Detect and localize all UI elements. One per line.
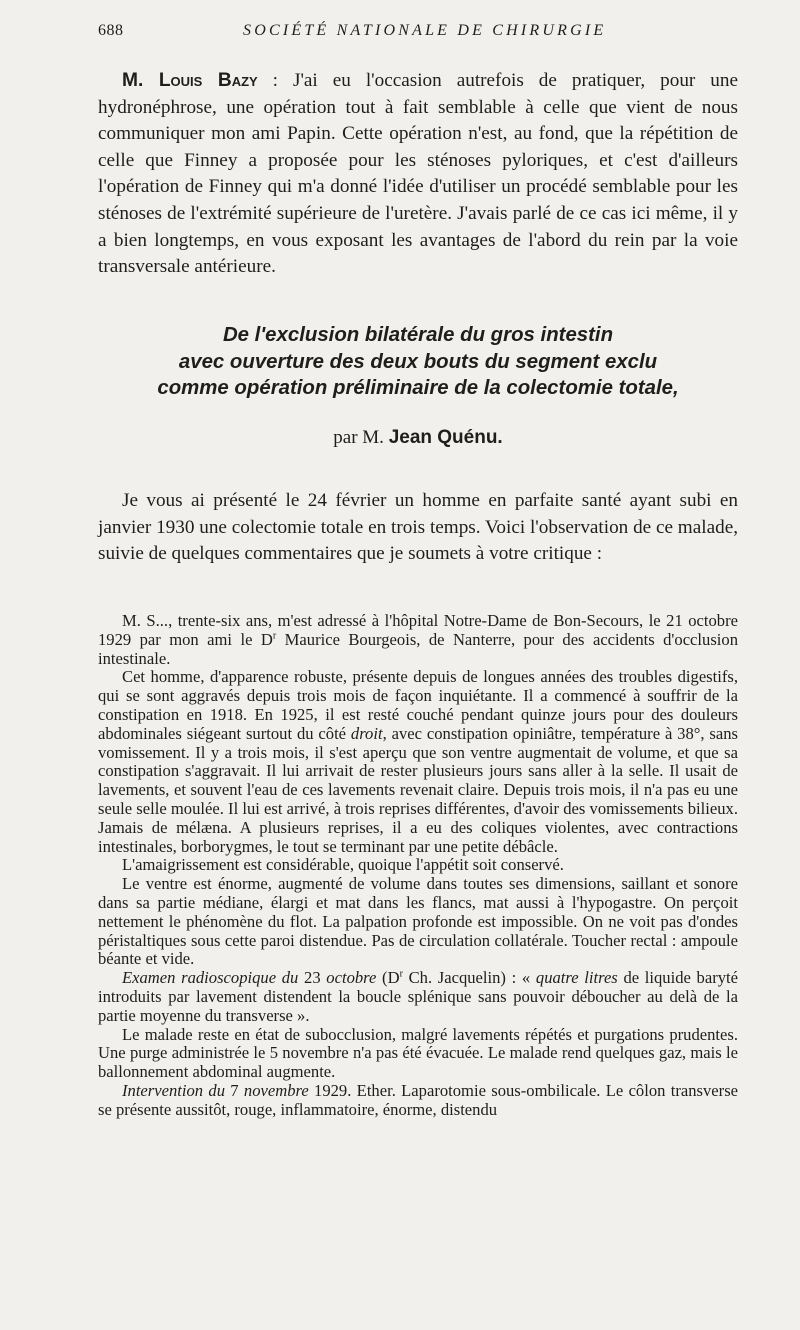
running-head xyxy=(98,22,740,46)
observation-paragraph-6: Le malade reste en état de subocclusion, malgré lavements répétés et purgations prudentes. Une purge administrée le 5 novembre n'a pas été évacuée. Le malade rend quelques gaz, mais le ballonnement abdominal augmente. xyxy=(98,1024,738,1082)
observation-paragraph-5: Examen radioscopique du 23 octobre ($D^r$ Ch. Jacquelin) : « quatre litres de liquide baryté introduits par lavement distendent la boucle splénique sans pouvoir déboucher au delà de la partie moyenne du transverse ». xyxy=(98,968,739,1025)
observation-paragraph-1: M. S..., trente-six ans, m'est adressé à l'hôpital Notre-Dame de Bon-Secours, le 21 octobre 1929 par mon ami le $D^r$ Maurice Bourgeois, de Nanterre, pour des accidents d'occlusion intestinale. xyxy=(98,611,738,668)
observation-paragraph-4: Le ventre est énorme, augmenté de volume dans toutes ses dimensions, saillant et sonore dans sa partie médiane, élargi et mat dans les flancs, mat aussi à l'hypogastre. On perçoit nettement le phénomène du flot. La palpation profonde est impossible. On ne voit pas d'ondes péristaltiques sous cette paroi distendue. Pas de circulation collatérale. Toucher rectal : ampoule béante et vide. xyxy=(98,874,738,969)
title-line-1: De l'exclusion bilatérale du gros intestin xyxy=(222,324,614,346)
journal-title: SOCIÉTÉ NATIONALE DE CHIRURGIE xyxy=(243,22,607,39)
title-line-2: avec ouverture des deux bouts du segment exclu xyxy=(178,350,658,373)
observation-paragraph-2: Cet homme, d'apparence robuste, présente depuis de longues années des troubles digestifs, qui se sont aggravés depuis trois mois de façon inquiétante. Il a commencé à souffrir de la constipation en 1918. En 1925, il est resté couché pendant quinze jours pour des douleurs abdominales siégeant surtout du côté droit, avec constipation opiniâtre, température à 38°, sans vomissement. Il y a trois mois, il s'est aperçu que son ventre augmentait de volume, et que sa constipation s'aggravait. Il lui arrivait de rester plusieurs jours sans aller à la selle. Il usait de lavements, et souvent l'eau de ces lavements revenait claire. Depuis trois mois, il n'a pas eu une seule selle moulée. Il lui est arrivé, à trois reprises différentes, d'avoir des vomissements bilieux. Jamais de mélæna. A plusieurs reprises, il a eu des coliques violentes, avec contractions intestinales, borborygmes, le tout se terminant par une petite débâcle. xyxy=(98,667,739,856)
author-name: Jean Quénu. xyxy=(388,427,503,448)
page-number: 688 xyxy=(98,22,124,39)
byline-prefix: par M. xyxy=(333,427,389,448)
article-title xyxy=(98,322,738,402)
observation-body xyxy=(98,612,738,1120)
observation-paragraph-7: Intervention du 7 novembre 1929. Ether. Laparotomie sous-ombilicale. Le côlon transverse se présente aussitôt, rouge, inflammatoire, énorme, distendu xyxy=(98,1080,739,1119)
title-line-3: comme opération préliminaire de la colectomie totale, xyxy=(157,377,679,399)
intro-paragraph xyxy=(98,488,738,568)
discussion-text: : J'ai eu l'occasion autrefois de pratiquer, pour une hydronéphrose, une opération tout à fait semblable à celle que vient de nous communiquer mon ami Papin. Cette opération n'est, au fond, que la répétition de celle que Finney a proposée pour les sténoses pyloriques, et c'est d'ailleurs l'opération de Finney qui m'a donné l'idée d'utiliser un procédé semblable pour les sténoses de l'extrémité supérieure de l'uretère. J'avais parlé de ce cas ici même, il y a bien longtemps, en vous exposant les avantages de l'abord du rein par la voie transversale antérieure. xyxy=(98,70,738,278)
observation-paragraph-3: L'amaigrissement est considérable, quoique l'appétit soit conservé. xyxy=(122,855,564,875)
intro-text: Je vous ai présenté le 24 février un homme en parfaite santé ayant subi en janvier 1930 une colectomie totale en trois temps. Voici l'observation de ce malade, suivie de quelques commentaires que je soumets à votre critique : xyxy=(98,490,739,565)
speaker-name: M. Louis Bazy xyxy=(122,70,258,91)
discussion-paragraph xyxy=(98,68,738,281)
byline xyxy=(98,427,738,449)
